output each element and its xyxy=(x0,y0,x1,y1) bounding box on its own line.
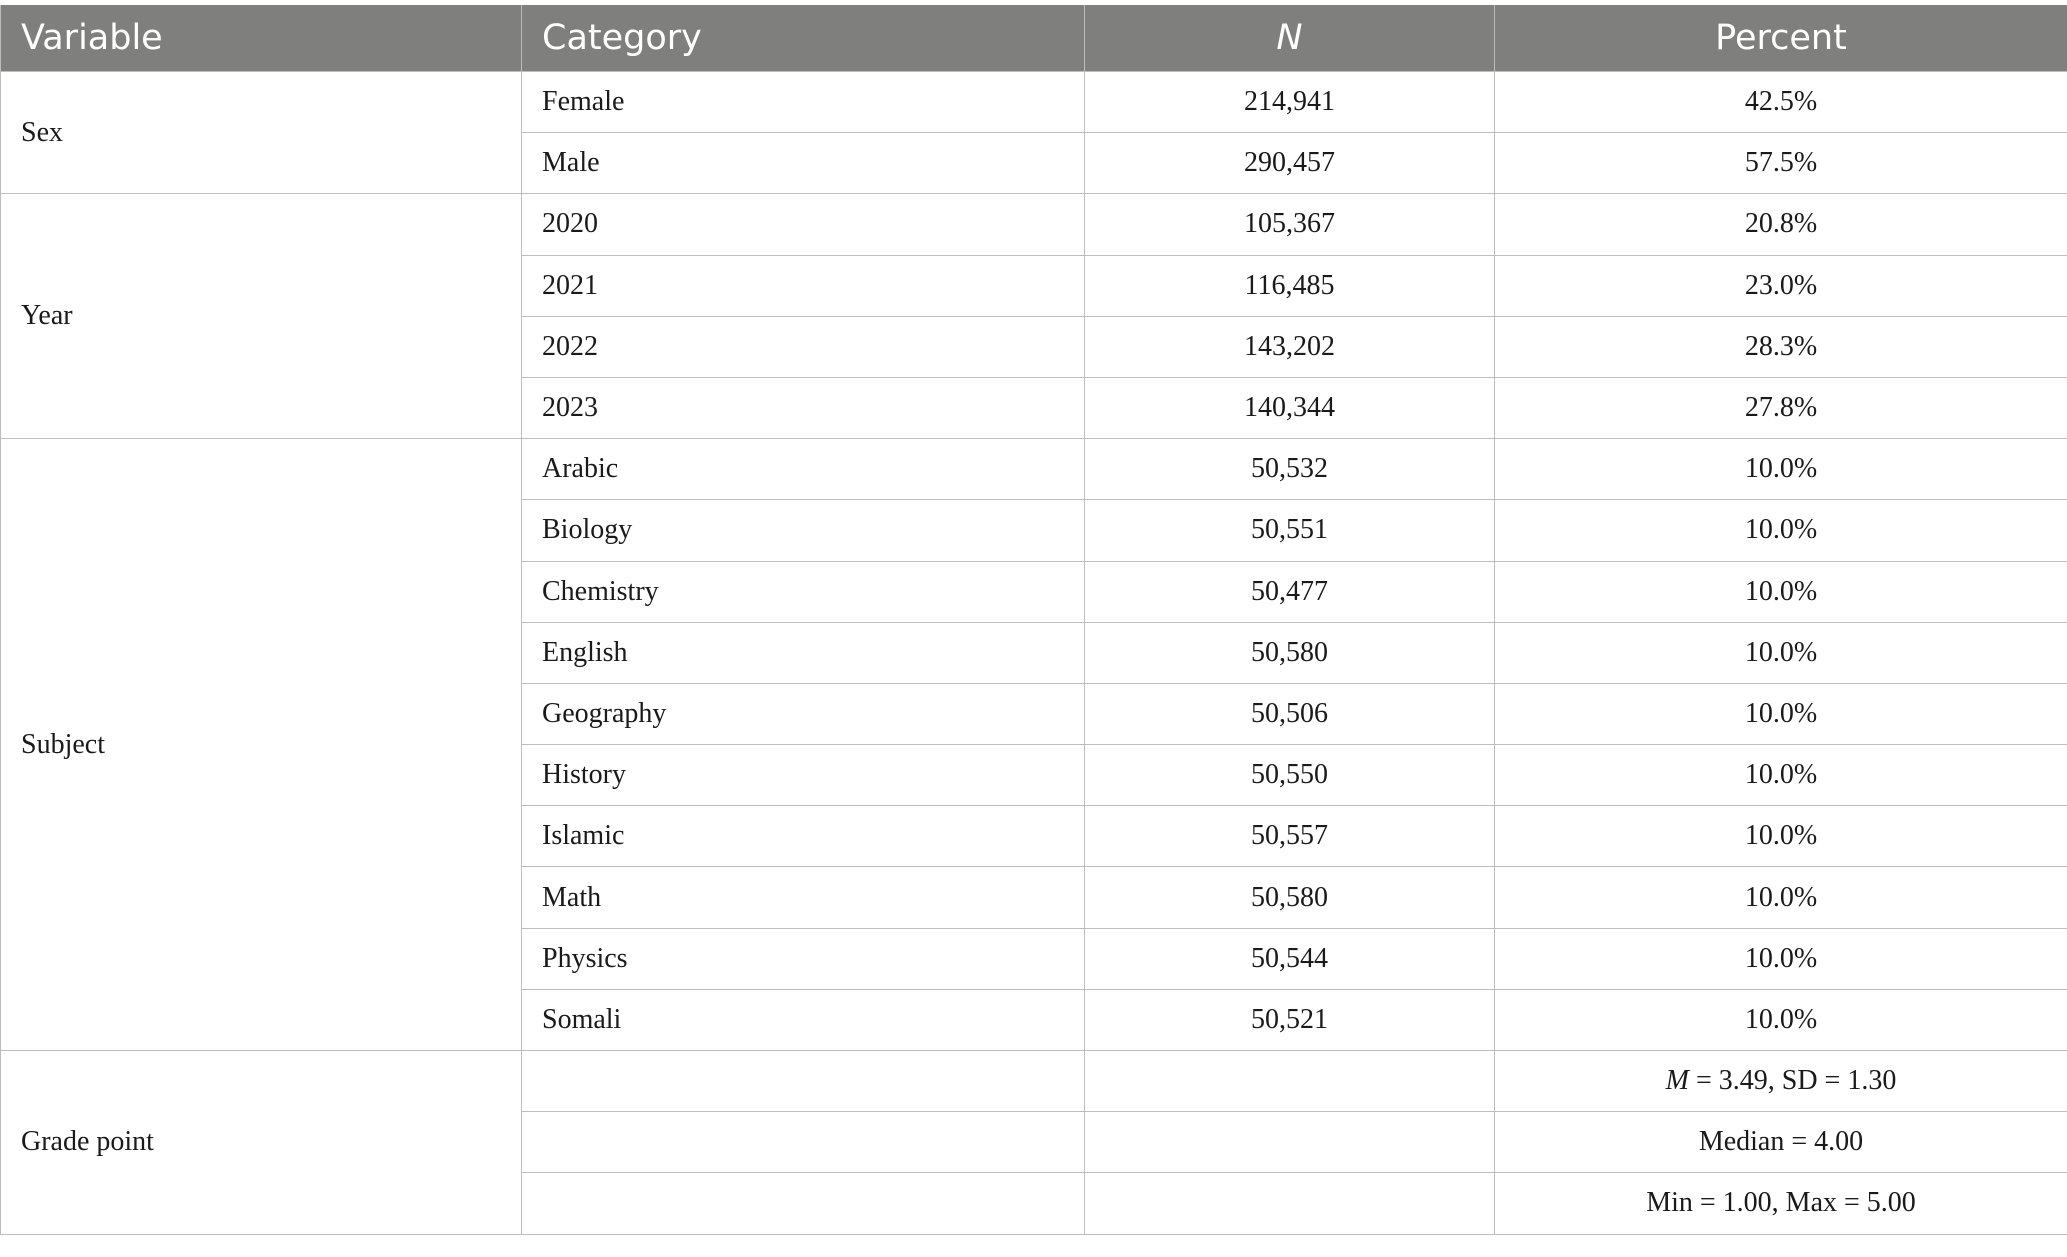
n-cell: 143,202 xyxy=(1085,316,1495,377)
n-cell: 50,580 xyxy=(1085,622,1495,683)
category-cell: Geography xyxy=(522,683,1085,744)
n-cell: 214,941 xyxy=(1085,72,1495,133)
percent-cell: 10.0% xyxy=(1495,683,2067,744)
header-variable: Variable xyxy=(1,5,522,72)
percent-cell: 10.0% xyxy=(1495,806,2067,867)
n-cell: 50,550 xyxy=(1085,745,1495,806)
n-cell: 290,457 xyxy=(1085,133,1495,194)
category-cell: Chemistry xyxy=(522,561,1085,622)
mean-sd-text: = 3.49, SD = 1.30 xyxy=(1688,1065,1897,1097)
category-cell: English xyxy=(522,622,1085,683)
category-cell: Arabic xyxy=(522,439,1085,500)
category-cell: Male xyxy=(522,133,1085,194)
n-cell: 50,521 xyxy=(1085,989,1495,1050)
category-cell: History xyxy=(522,745,1085,806)
category-cell: 2021 xyxy=(522,255,1085,316)
percent-cell: 10.0% xyxy=(1495,622,2067,683)
table-row xyxy=(1,194,2067,255)
n-cell: 116,485 xyxy=(1085,255,1495,316)
category-cell: 2023 xyxy=(522,377,1085,438)
variable-grade-point: Grade point xyxy=(1,1051,522,1235)
n-cell: 50,580 xyxy=(1085,867,1495,928)
n-cell xyxy=(1085,1051,1495,1112)
category-cell: Female xyxy=(522,72,1085,133)
n-cell: 50,557 xyxy=(1085,806,1495,867)
n-cell: 50,544 xyxy=(1085,928,1495,989)
grade-mean-sd-cell xyxy=(1495,1051,2067,1112)
category-cell xyxy=(522,1051,1085,1112)
variable-sex: Sex xyxy=(1,72,522,194)
percent-cell: 10.0% xyxy=(1495,989,2067,1050)
category-cell: Physics xyxy=(522,928,1085,989)
category-cell xyxy=(522,1173,1085,1234)
percent-cell: 10.0% xyxy=(1495,928,2067,989)
header-n: N xyxy=(1085,5,1495,72)
n-cell: 50,477 xyxy=(1085,561,1495,622)
percent-cell: 10.0% xyxy=(1495,745,2067,806)
percent-cell: 10.0% xyxy=(1495,500,2067,561)
percent-cell: 28.3% xyxy=(1495,316,2067,377)
demographics-table xyxy=(0,5,2067,1235)
n-cell xyxy=(1085,1112,1495,1173)
n-cell: 50,506 xyxy=(1085,683,1495,744)
percent-cell: 20.8% xyxy=(1495,194,2067,255)
header-row xyxy=(1,5,2067,72)
percent-cell: 57.5% xyxy=(1495,133,2067,194)
variable-subject: Subject xyxy=(1,439,522,1051)
percent-cell: 10.0% xyxy=(1495,867,2067,928)
percent-cell: 42.5% xyxy=(1495,72,2067,133)
n-cell: 105,367 xyxy=(1085,194,1495,255)
table-row xyxy=(1,72,2067,133)
table-row xyxy=(1,1051,2067,1112)
percent-cell: 10.0% xyxy=(1495,439,2067,500)
header-category: Category xyxy=(522,5,1085,72)
variable-year: Year xyxy=(1,194,522,439)
n-cell: 50,551 xyxy=(1085,500,1495,561)
category-cell: Biology xyxy=(522,500,1085,561)
grade-median-cell: Median = 4.00 xyxy=(1495,1112,2067,1173)
category-cell: 2020 xyxy=(522,194,1085,255)
n-cell: 50,532 xyxy=(1085,439,1495,500)
category-cell xyxy=(522,1112,1085,1173)
mean-symbol: M xyxy=(1665,1065,1689,1097)
percent-cell: 27.8% xyxy=(1495,377,2067,438)
category-cell: 2022 xyxy=(522,316,1085,377)
percent-cell: 23.0% xyxy=(1495,255,2067,316)
table-row xyxy=(1,439,2067,500)
category-cell: Islamic xyxy=(522,806,1085,867)
grade-min-max-cell: Min = 1.00, Max = 5.00 xyxy=(1495,1173,2067,1234)
category-cell: Somali xyxy=(522,989,1085,1050)
category-cell: Math xyxy=(522,867,1085,928)
header-percent: Percent xyxy=(1495,5,2067,72)
percent-cell: 10.0% xyxy=(1495,561,2067,622)
n-cell xyxy=(1085,1173,1495,1234)
n-cell: 140,344 xyxy=(1085,377,1495,438)
demographics-table-container xyxy=(0,5,2067,1235)
